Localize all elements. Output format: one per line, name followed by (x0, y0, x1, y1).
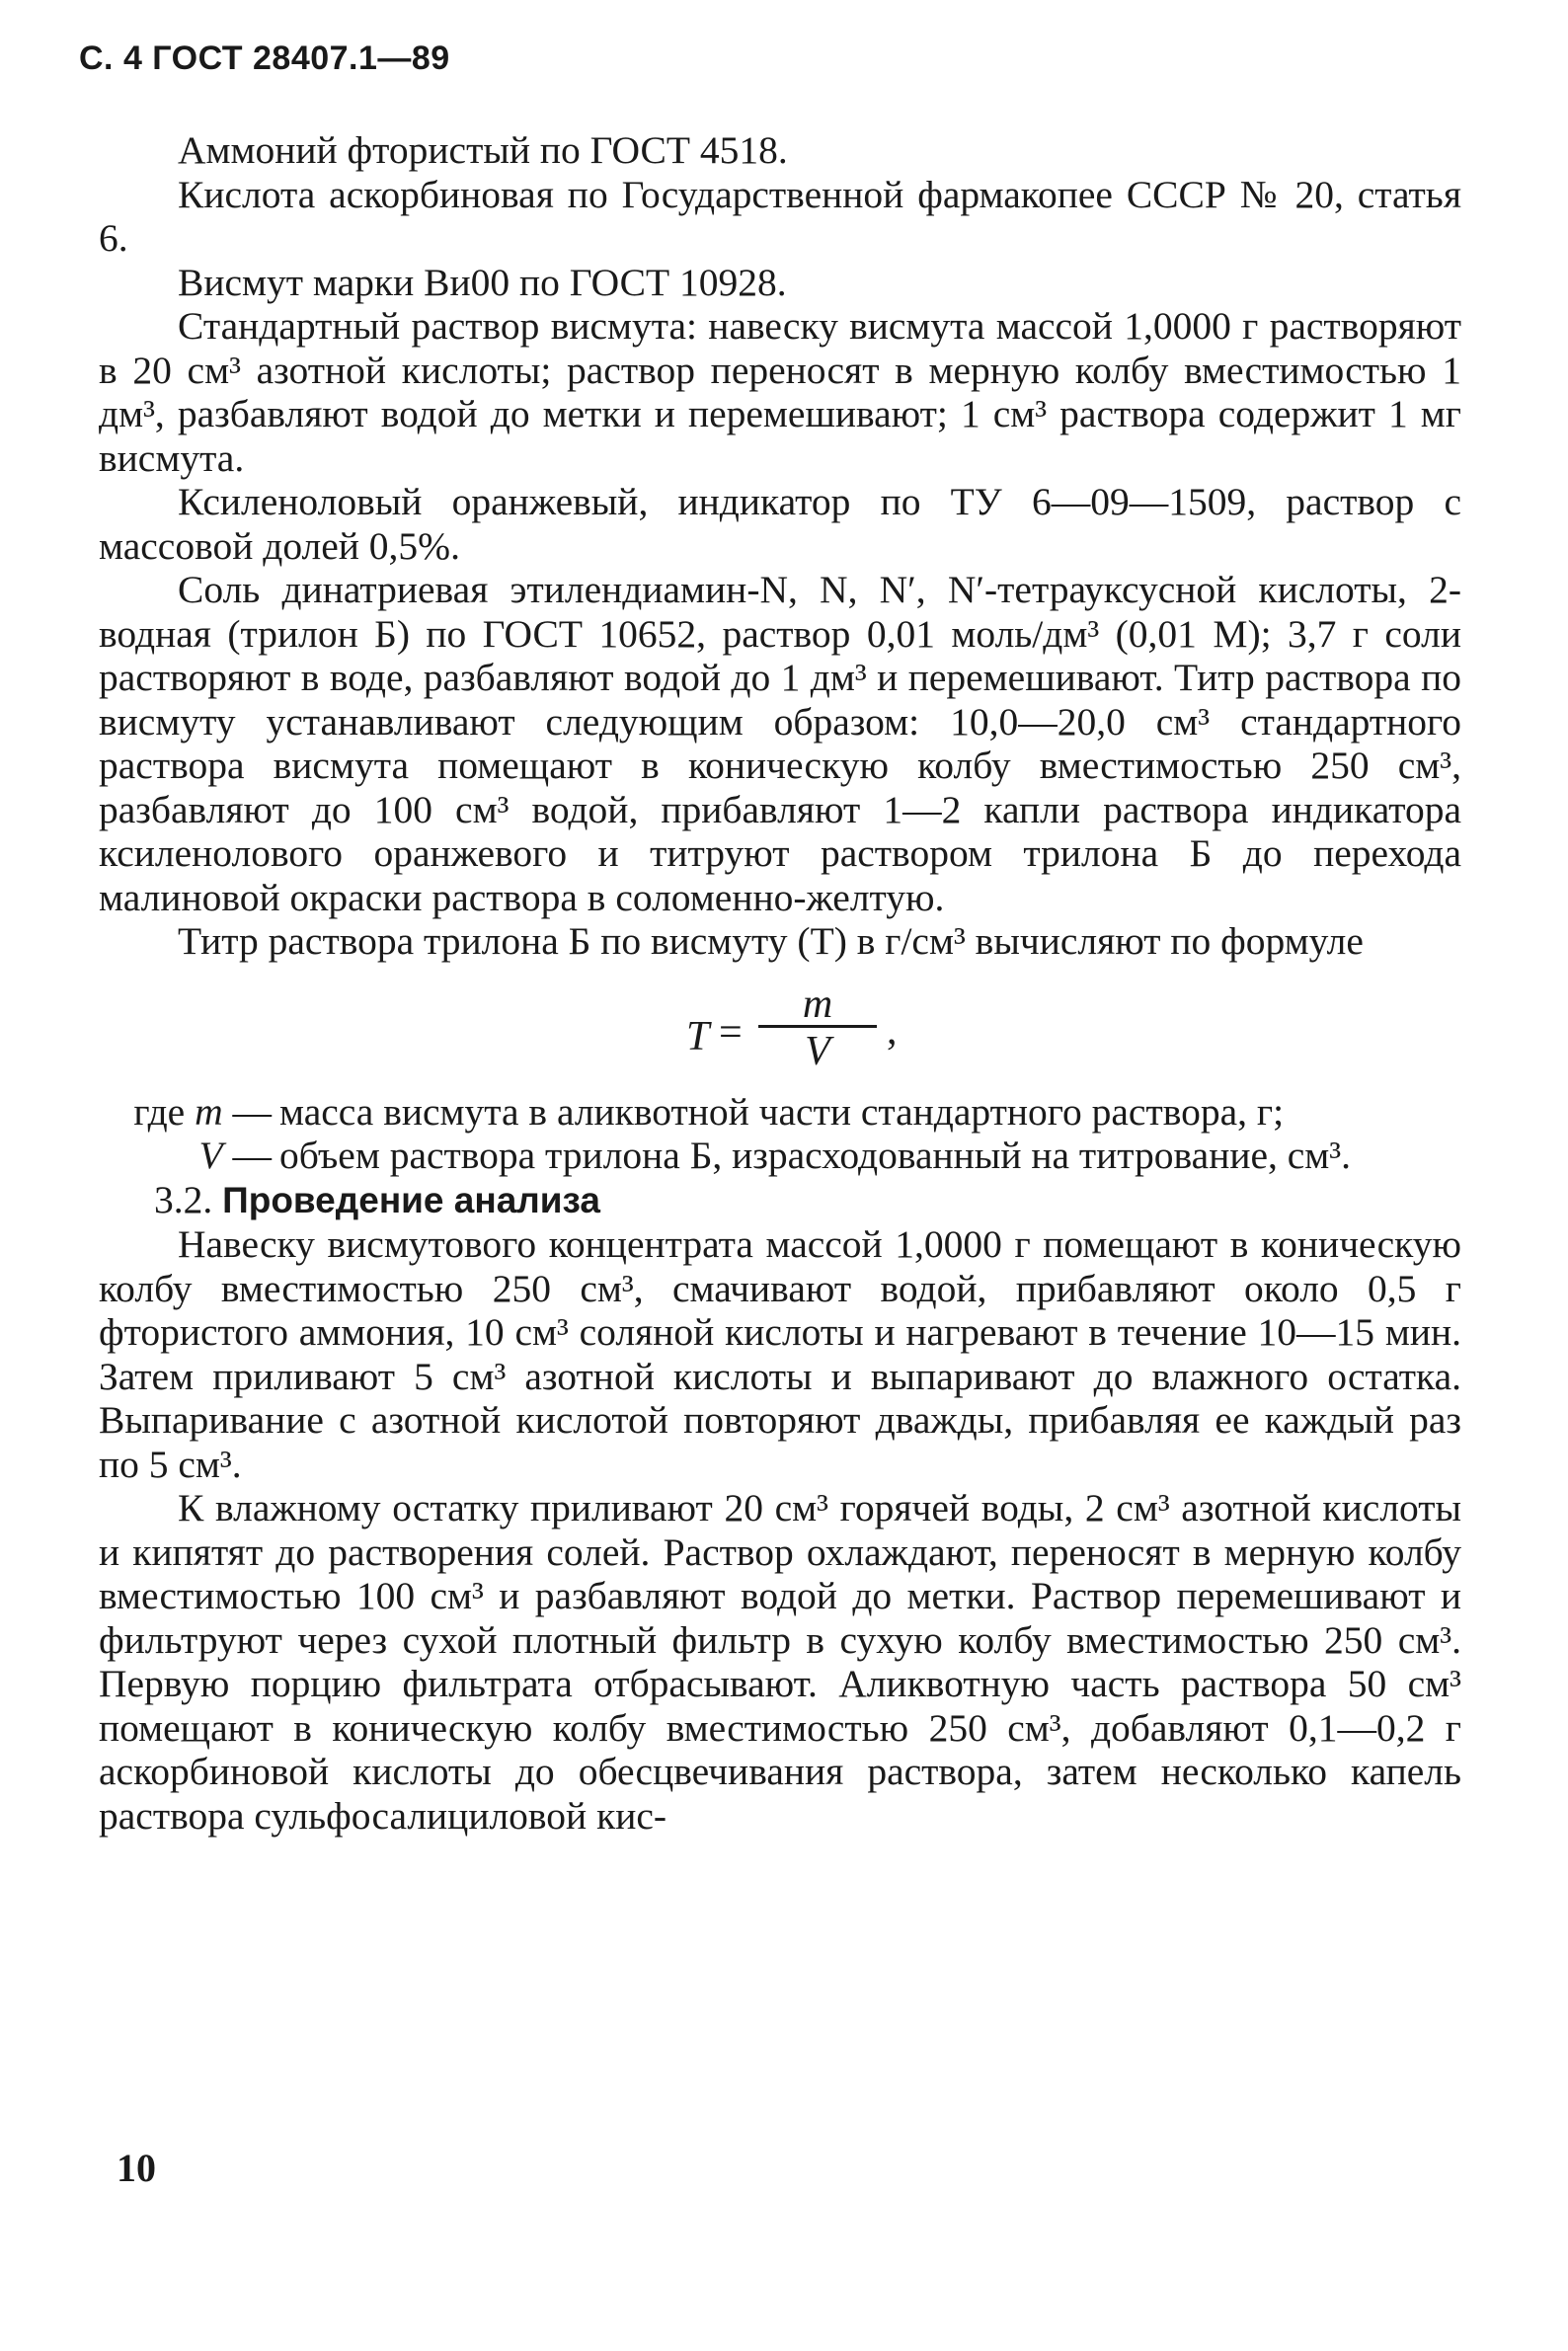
paragraph-ascorbic-acid: Кислота аскорбиновая по Государственной фармакопее СССР № 20, статья 6. (99, 172, 1461, 260)
paragraph-xylenol-orange: Ксиленоловый оранжевый, индикатор по ТУ 6—09—1509, раствор с массовой долей 0,5%. (99, 480, 1461, 568)
formula-denominator: V (805, 1028, 830, 1074)
paragraph-trilon-b: Соль динатриевая этилендиамин-N, N, N′, N′-тетрауксусной кислоты, 2-водная (трилон Б) по ГОСТ 10652, раствор 0,01 моль/дм³ (0,01 М); 3,7 г соли растворяют в воде, разбавляют водой до 1 дм³ и перемешивают. Титр раствора по висмуту устанавливают следующим образом: 10,0—20,0 см³ стандартного раствора висмута помещают в коническую колбу вместимостью 250 см³, разбавляют до 100 см³ водой, прибавляют 1—2 капли раствора индикатора ксиленолового оранжевого и титруют раствором трилона Б до перехода малиновой окраски раствора в соломенно-желтую. (99, 568, 1461, 919)
titer-formula (99, 964, 1461, 1090)
formula-fraction (758, 980, 877, 1074)
body-text (99, 128, 1461, 1838)
definition-symbol-m: m (195, 1089, 223, 1134)
definition-text-m: масса висмута в аликвотной части стандартного раствора, г; (279, 1089, 1285, 1134)
paragraph-ammonium: Аммоний фтористый по ГОСТ 4518. (178, 128, 788, 172)
paragraph-standard-solution: Стандартный раствор висмута: навеску висмута массой 1,0000 г растворяют в 20 см³ азотной кислоты; раствор переносят в мерную колбу вместимостью 1 дм³, разбавляют водой до метки и перемешивают; 1 см³ раствора содержит 1 мг висмута. (99, 304, 1461, 480)
formula-definitions (99, 1090, 1461, 1178)
definition-text-v: объем раствора трилона Б, израсходованный на титрование, см³. (279, 1134, 1352, 1177)
formula-trailing-comma: , (887, 1007, 898, 1054)
running-header: С. 4 ГОСТ 28407.1—89 (79, 39, 450, 77)
definition-dash: — (222, 1134, 272, 1177)
definition-v (99, 1134, 1461, 1178)
definition-symbol-v: V (198, 1134, 223, 1177)
section-heading (99, 1178, 1461, 1223)
definition-lead: где (133, 1089, 196, 1134)
definition-m (99, 1090, 1461, 1135)
paragraph-residue: К влажному остатку приливают 20 см³ горячей воды, 2 см³ азотной кислоты и кипятят до растворения солей. Раствор охлаждают, переносят в мерную колбу вместимостью 100 см³ и разбавляют водой до метки. Раствор перемешивают и фильтруют через сухой плотный фильтр в сухую колбу вместимостью 250 см³. Первую порцию фильтрата отбрасывают. Аликвотную часть раствора 50 см³ помещают в коническую колбу вместимостью 250 см³, добавляют 0,1—0,2 г аскорбиновой кислоты до обесцвечивания раствора, затем несколько капель раствора сульфосалициловой кис- (99, 1486, 1461, 1838)
section-title: Проведение анализа (222, 1179, 601, 1220)
paragraph-sample-prep: Навеску висмутового концентрата массой 1,0000 г помещают в коническую колбу вместимостью 250 см³, смачивают водой, прибавляют около 0,5 г фтористого аммония, 10 см³ соляной кислоты и нагревают в течение 10—15 мин. Затем приливают 5 см³ азотной кислоты и выпаривают до влажного остатка. Выпаривание с азотной кислотой повторяют дважды, прибавляя ее каждый раз по 5 см³. (99, 1222, 1461, 1486)
definition-dash: — (222, 1089, 272, 1134)
formula-equals: = (719, 1009, 743, 1056)
paragraph-titer-intro: Титр раствора трилона Б по висмуту (T) в г/см³ вычисляют по формуле (178, 919, 1364, 963)
paragraph-bismuth-grade: Висмут марки Ви00 по ГОСТ 10928. (178, 260, 787, 304)
formula-numerator: m (802, 980, 833, 1027)
formula-lhs: T (686, 1013, 710, 1059)
page-number: 10 (117, 2146, 156, 2190)
section-number: 3.2. (154, 1177, 223, 1221)
